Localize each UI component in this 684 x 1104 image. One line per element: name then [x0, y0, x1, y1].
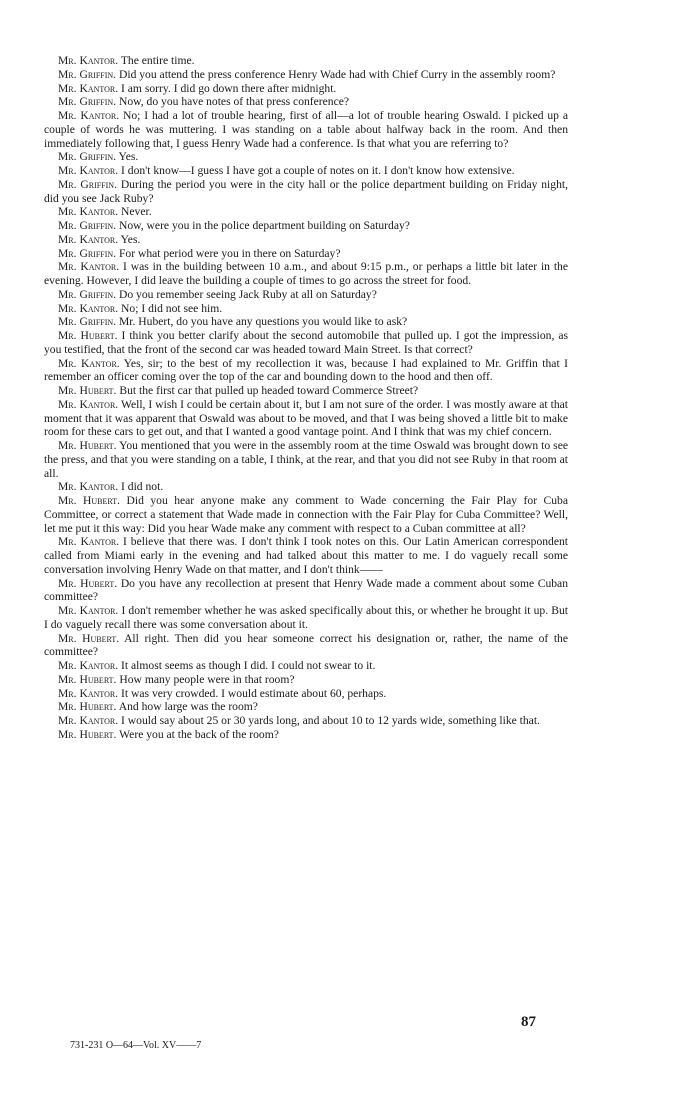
speaker-name: Mr. Griffin. — [58, 287, 117, 301]
speaker-name: Mr. Hubert. — [58, 329, 118, 342]
testimony-text: Now, do you have notes of that press conference? — [118, 95, 350, 109]
testimony-paragraph — [44, 535, 568, 576]
speaker-name: Mr. Kantor. — [58, 301, 119, 315]
speaker-name: Mr. Hubert. — [58, 576, 118, 590]
speaker-name: Mr. Griffin. — [58, 177, 117, 191]
speaker-name: Mr. Kantor. — [58, 356, 120, 370]
testimony-paragraph — [44, 68, 568, 82]
testimony-text: It almost seems as though I did. I could not swear to it. — [121, 659, 376, 672]
testimony-paragraph — [44, 714, 568, 728]
testimony-paragraph — [44, 95, 568, 109]
speaker-name: Mr. Griffin. — [58, 150, 117, 164]
testimony-paragraph — [44, 329, 568, 357]
testimony-paragraph — [44, 54, 568, 68]
testimony-text: The entire time. — [120, 54, 195, 67]
speaker-name: Mr. Kantor. — [58, 480, 119, 494]
speaker-name: Mr. Kantor. — [58, 686, 119, 700]
testimony-text: I think you better clarify about the second automobile that pulled up. I got the impression, as you testified, that the front of the second car was headed toward Main Street. Is that correct? — [44, 329, 568, 356]
testimony-text: Do you have any recollection at present that Henry Wade made a comment about some Cuban committee? — [44, 576, 568, 604]
testimony-paragraph — [44, 659, 568, 673]
testimony-text: It was very crowded. I would estimate about 60, perhaps. — [121, 686, 387, 700]
testimony-paragraph — [44, 700, 568, 714]
speaker-name: Mr. Hubert. — [58, 494, 121, 507]
testimony-text: Did you attend the press conference Henry Wade had with Chief Curry in the assembly room? — [118, 67, 556, 81]
testimony-paragraph — [44, 219, 568, 233]
testimony-text: Yes. — [118, 150, 139, 164]
testimony-text: No; I had a lot of trouble hearing, first of all—a lot of trouble hearing Oswald. I picked up a couple of words he was muttering. I was standing on a table about halfway back in the room. And then immediately following that, I guess Henry Wade had a conference. Is that what you are referring to? — [44, 109, 568, 150]
testimony-paragraph — [44, 384, 568, 398]
testimony-paragraph — [44, 150, 568, 164]
speaker-name: Mr. Hubert. — [58, 439, 117, 452]
printing-imprint: 731-231 O—64—Vol. XV——7 — [70, 1040, 202, 1051]
testimony-text: I don't remember whether he was asked specifically about this, or whether he brought it up. But I do vaguely recall there was some conversation about it. — [44, 604, 568, 631]
testimony-text: I am sorry. I did go down there after midnight. — [121, 81, 337, 95]
testimony-text: But the first car that pulled up headed toward Commerce Street? — [119, 384, 419, 397]
testimony-text: Yes. — [120, 232, 141, 246]
testimony-text: Did you hear anyone make any comment to Wade concerning the Fair Play for Cuba Committee, or correct a statement that Wade made in connection with the Fair Play for Cuba Committee? Well, let me put it this way: Did you hear Wade make any comment with respect to a Cuban committee at all? — [44, 494, 568, 535]
testimony-paragraph — [44, 178, 568, 206]
speaker-name: Mr. Hubert. — [58, 631, 120, 645]
page-number: 87 — [521, 1014, 536, 1030]
speaker-name: Mr. Kantor. — [58, 164, 119, 177]
testimony-text: All right. Then did you hear someone correct his designation or, rather, the name of the committee? — [44, 631, 568, 659]
testimony-text: I believe that there was. I don't think I took notes on this. Our Latin American correspondent called from Miami early in the evening and had talked about this matter to me. I do vaguely recall some conversation involving Henry Wade on that matter, and I don't think—— — [44, 535, 569, 576]
testimony-text: Never. — [121, 205, 152, 219]
testimony-paragraph — [44, 164, 568, 178]
testimony-text: And how large was the room? — [118, 700, 258, 714]
speaker-name: Mr. Kantor. — [58, 659, 119, 672]
testimony-text: No; I did not see him. — [121, 301, 223, 315]
speaker-name: Mr. Kantor. — [58, 109, 120, 122]
testimony-text: I did not. — [121, 480, 164, 494]
testimony-text: I would say about 25 or 30 yards long, and about 10 to 12 yards wide, something like that. — [121, 714, 540, 727]
transcript-body — [44, 54, 568, 742]
speaker-name: Mr. Kantor. — [58, 232, 119, 246]
testimony-paragraph — [44, 728, 568, 742]
testimony-paragraph — [44, 632, 568, 660]
testimony-paragraph — [44, 288, 568, 302]
testimony-paragraph — [44, 480, 568, 494]
speaker-name: Mr. Hubert. — [58, 727, 117, 741]
speaker-name: Mr. Kantor. — [58, 714, 119, 727]
testimony-text: Mr. Hubert, do you have any questions you would like to ask? — [118, 315, 408, 329]
speaker-name: Mr. Hubert. — [58, 384, 117, 397]
testimony-text: You mentioned that you were in the assembly room at the time Oswald was brought down to see the press, and that you were standing on a table, I think, at the rear, and that you did not see Ruby in that room at all. — [44, 439, 568, 480]
testimony-text: I was in the building between 10 a.m., and about 9:15 p.m., or perhaps a little bit later in the evening. However, I did leave the building a couple of times to go across the street for food. — [44, 260, 568, 287]
testimony-paragraph — [44, 233, 568, 247]
testimony-text: During the period you were in the city hall or the police department building on Friday night, did you see Jack Ruby? — [44, 177, 568, 205]
speaker-name: Mr. Griffin. — [58, 67, 117, 81]
testimony-text: Yes, sir; to the best of my recollection it was, because I had explained to Mr. Griffin that I remember an officer coming over the top of the car and bounding down to the hood and then off. — [44, 356, 568, 384]
speaker-name: Mr. Griffin. — [58, 219, 117, 232]
speaker-name: Mr. Kantor. — [58, 604, 119, 617]
testimony-paragraph — [44, 357, 568, 385]
testimony-text: Now, were you in the police department building on Saturday? — [118, 219, 410, 232]
testimony-paragraph — [44, 302, 568, 316]
testimony-text: Were you at the back of the room? — [119, 727, 279, 741]
speaker-name: Mr. Kantor. — [58, 535, 120, 549]
testimony-paragraph — [44, 247, 568, 261]
speaker-name: Mr. Griffin. — [58, 246, 117, 260]
testimony-paragraph — [44, 109, 568, 150]
speaker-name: Mr. Griffin. — [58, 315, 117, 329]
testimony-paragraph — [44, 315, 568, 329]
testimony-text: Do you remember seeing Jack Ruby at all on Saturday? — [118, 287, 377, 301]
testimony-text: For what period were you in there on Saturday? — [118, 246, 341, 260]
testimony-paragraph — [44, 205, 568, 219]
testimony-paragraph — [44, 494, 568, 535]
speaker-name: Mr. Kantor. — [58, 260, 120, 274]
speaker-name: Mr. Hubert. — [58, 672, 117, 686]
testimony-paragraph — [44, 673, 568, 687]
testimony-paragraph — [44, 577, 568, 605]
speaker-name: Mr. Hubert. — [58, 700, 117, 714]
testimony-paragraph — [44, 398, 568, 439]
testimony-paragraph — [44, 260, 568, 288]
testimony-paragraph — [44, 82, 568, 96]
speaker-name: Mr. Kantor. — [58, 397, 119, 411]
speaker-name: Mr. Kantor. — [58, 81, 119, 95]
testimony-text: Well, I wish I could be certain about it, but I am not sure of the order. I was mostly aware at that moment that it was apparent that Oswald was about to be moved, and that I was being shoved a little bit to make room for these cars to get out, and that I wanted a good vantage point. And I think that was my chief concern. — [44, 397, 568, 439]
testimony-text: How many people were in that room? — [119, 672, 295, 686]
speaker-name: Mr. Kantor. — [58, 54, 119, 67]
testimony-paragraph — [44, 439, 568, 480]
testimony-paragraph — [44, 687, 568, 701]
testimony-paragraph — [44, 604, 568, 632]
testimony-text: I don't know—I guess I have got a couple of notes on it. I don't know how extensive. — [121, 164, 515, 177]
speaker-name: Mr. Griffin. — [58, 95, 117, 109]
speaker-name: Mr. Kantor. — [58, 205, 119, 219]
